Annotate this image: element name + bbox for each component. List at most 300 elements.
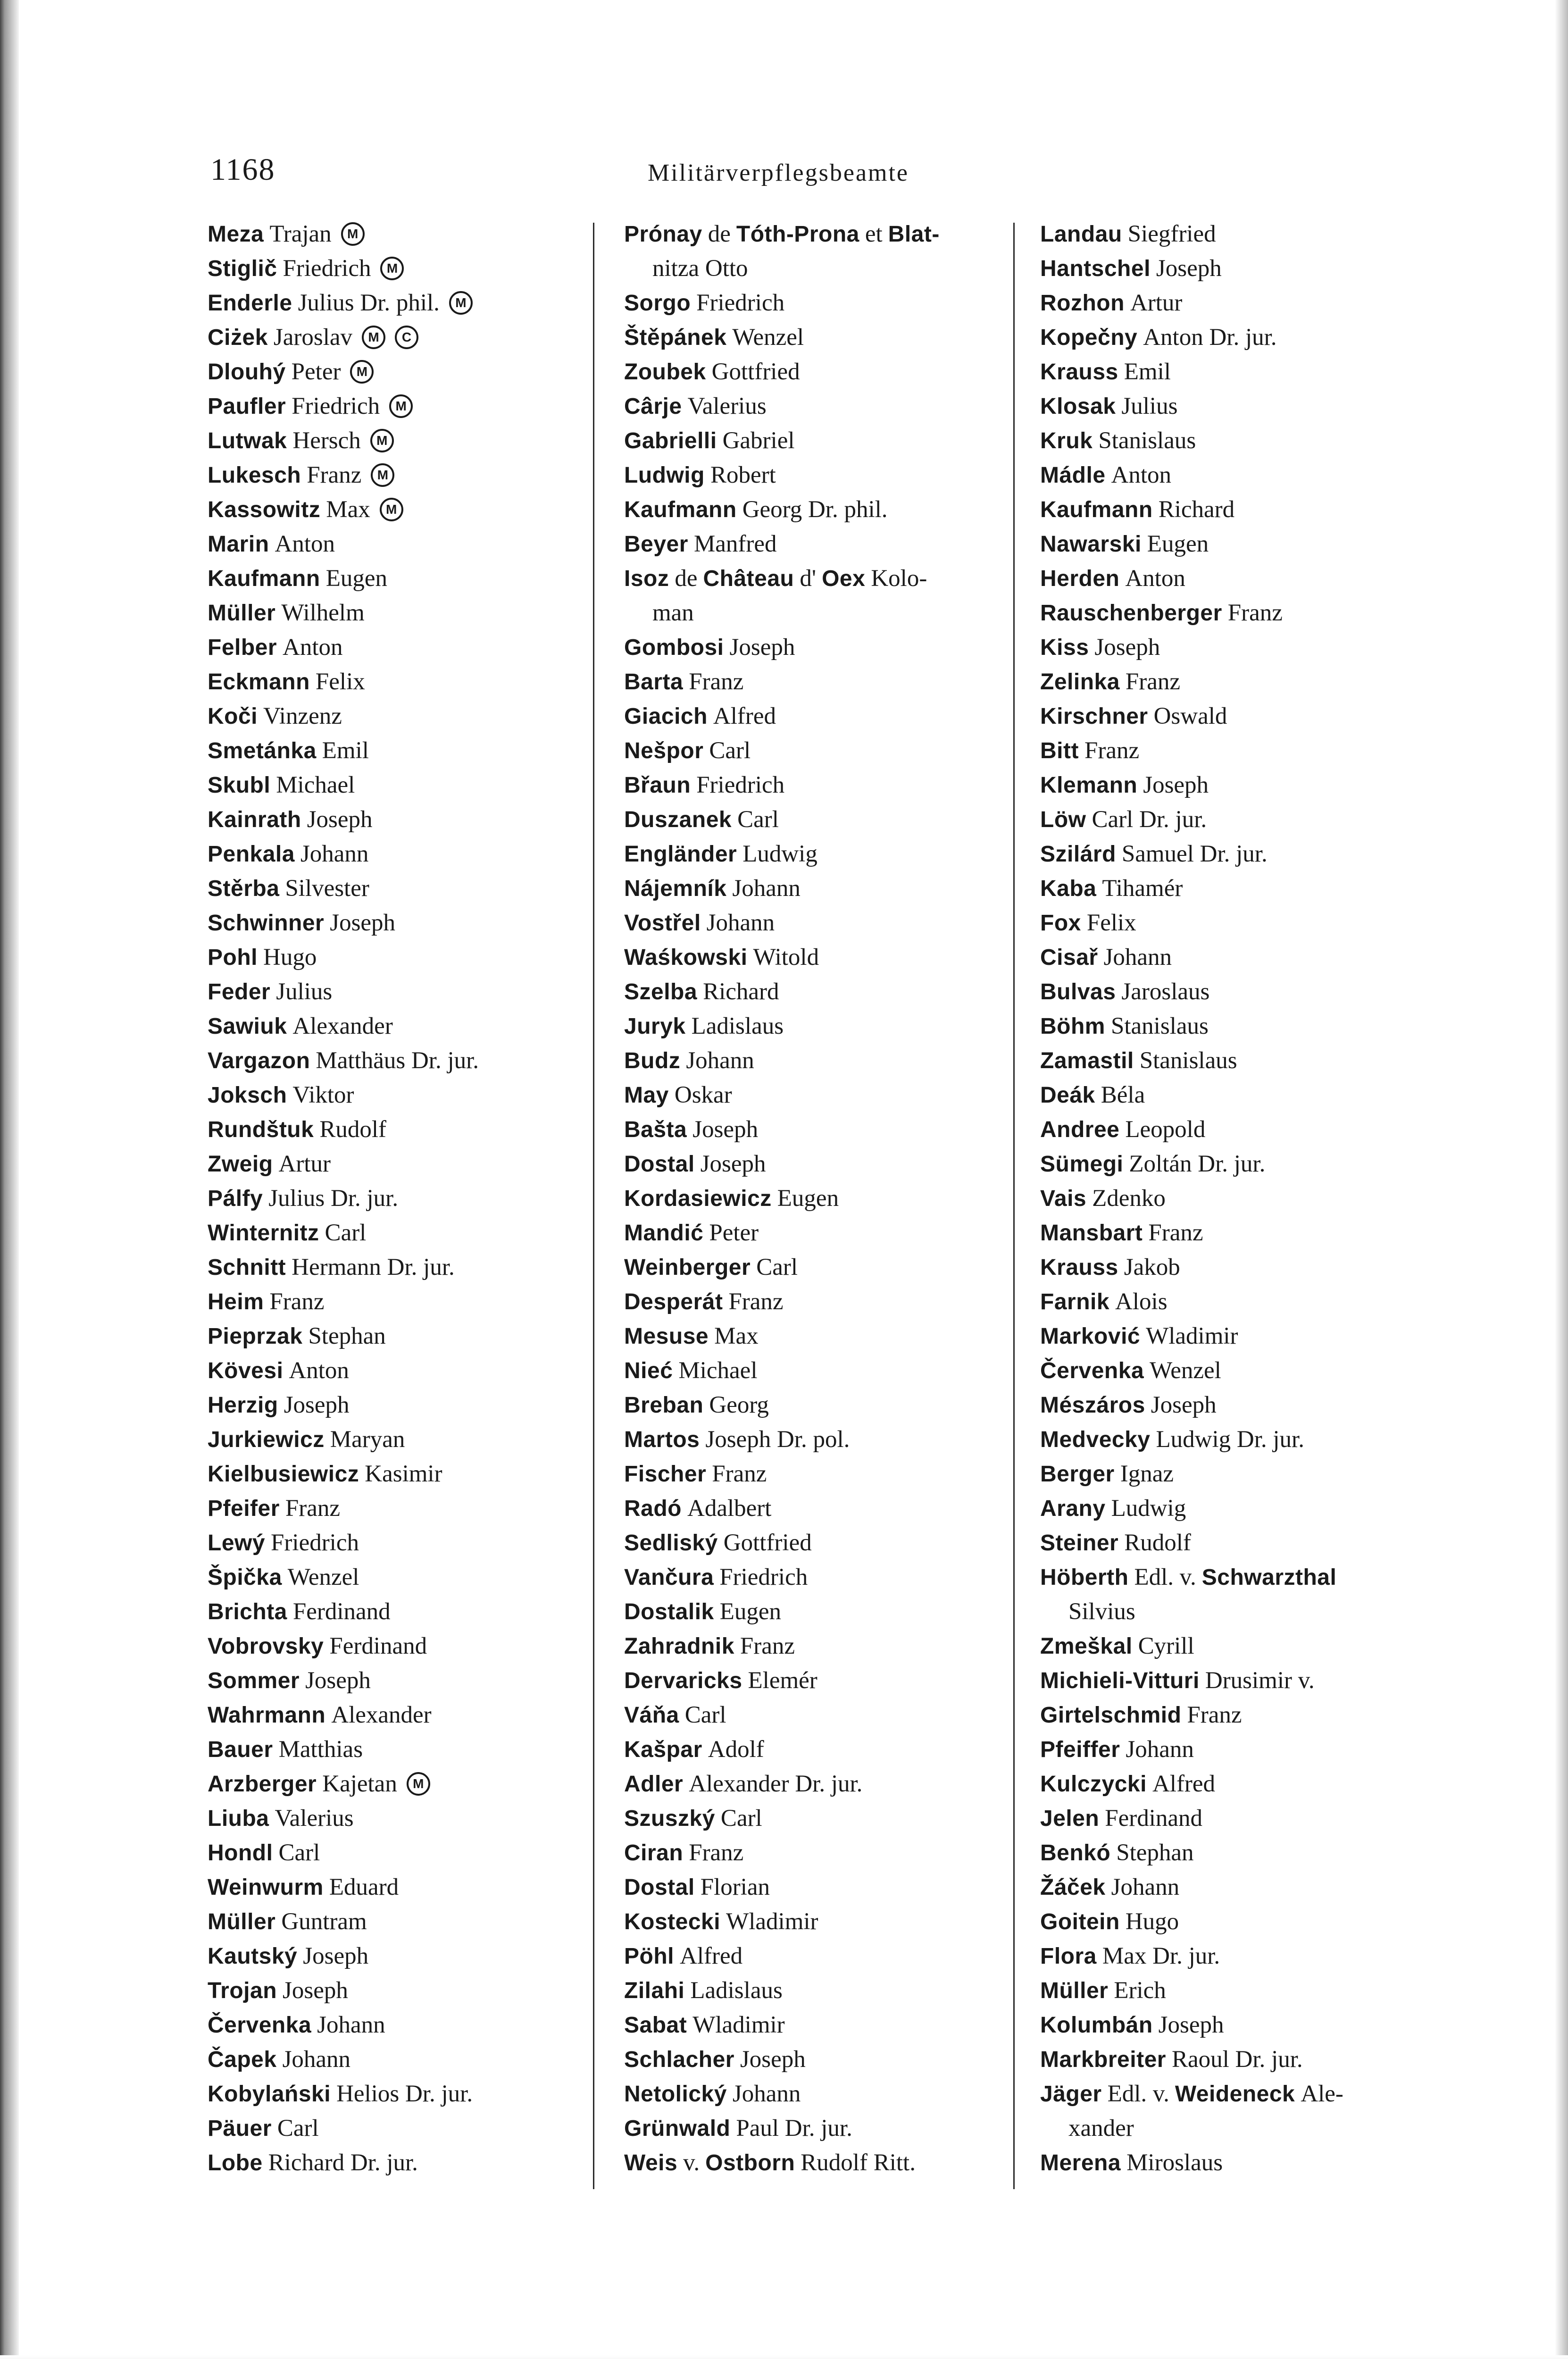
entry-surname: Lewý: [208, 1531, 266, 1556]
name-entry: [208, 1836, 623, 1870]
name-entry: [208, 1457, 623, 1491]
entry-surname: Kostecki: [624, 1909, 721, 1934]
name-entry: [208, 561, 623, 596]
entry-given-names: Erich: [1114, 1977, 1166, 2004]
entry-given-names: Joseph: [1158, 2012, 1224, 2038]
entry-given-names: Felix: [315, 669, 365, 695]
entry-surname: Nešpor: [624, 738, 704, 763]
entry-surname: Zoubek: [624, 360, 706, 385]
entry-surname: Jäger: [1040, 2082, 1102, 2107]
entry-surname: Netolický: [624, 2082, 727, 2107]
entry-given-names: Michael: [678, 1357, 758, 1384]
entry-given-names: Max: [326, 496, 370, 523]
circled-mark-icon: C: [395, 326, 418, 349]
entry-surname: Špička: [208, 1565, 282, 1590]
entry-surname: Sümegi: [1040, 1152, 1124, 1177]
entry-given-names: Franz: [269, 1288, 325, 1315]
name-entry: [624, 1250, 1039, 1285]
name-entry: [208, 665, 623, 699]
name-entry: [1040, 1181, 1455, 1216]
name-entry: [1040, 1664, 1455, 1698]
entry-surname: Farnik: [1040, 1289, 1110, 1314]
entry-given-names: Friedrich: [283, 255, 371, 282]
name-entry: [1040, 1422, 1455, 1457]
entry-surname: Landau: [1040, 222, 1122, 247]
entry-surname: Bašta: [624, 1117, 687, 1142]
entry-surname: Müller: [208, 1909, 276, 1934]
entry-given-names: Joseph: [729, 634, 795, 661]
entry-surname: Sawiuk: [208, 1014, 287, 1039]
name-entry: [208, 527, 623, 561]
name-entry: [208, 2042, 623, 2077]
name-entry: [208, 493, 623, 527]
entry-given-names: Hugo: [263, 944, 317, 970]
entry-surname: Pohl: [208, 945, 258, 970]
entry-surname: Breban: [624, 1393, 704, 1418]
entry-given-names: Richard: [1158, 496, 1235, 523]
entry-surname: Čapek: [208, 2047, 277, 2072]
entry-surname-part: Oex: [822, 566, 866, 591]
name-entry: [1040, 734, 1455, 768]
entry-given-names: Johann: [317, 2012, 385, 2038]
name-entry: [624, 1974, 1039, 2008]
entry-given-names: Jaroslaus: [1121, 979, 1210, 1005]
name-entry: [1040, 1939, 1455, 1974]
entry-given-names: Kajetan: [322, 1771, 397, 1797]
name-entry: [624, 389, 1039, 424]
entry-given-names: Trajan: [269, 221, 332, 247]
entry-given-names: de: [675, 565, 698, 592]
entry-given-names: Eugen: [325, 565, 387, 592]
entry-surname: Stiglič: [208, 256, 277, 281]
name-entry: [1040, 1009, 1455, 1044]
name-entry: [208, 320, 623, 355]
name-entry: [624, 1732, 1039, 1767]
entry-given-names: Franz: [1148, 1220, 1203, 1246]
entry-given-names: Hermann Dr. jur.: [292, 1254, 455, 1280]
entry-surname: Dostal: [624, 1875, 695, 1900]
name-entry: [624, 1870, 1039, 1905]
name-entry: [208, 906, 623, 940]
name-entry: [1040, 1732, 1455, 1767]
entry-surname: Trojan: [208, 1978, 277, 2003]
entry-surname: Pieprzak: [208, 1324, 303, 1349]
name-entry: [1040, 1801, 1455, 1836]
entry-surname: Berger: [1040, 1462, 1115, 1487]
name-column-2: [624, 217, 1039, 2180]
name-entry: [1040, 2077, 1455, 2111]
entry-given-names: Carl: [277, 2115, 319, 2142]
entry-given-names: Hugo: [1125, 1908, 1179, 1935]
entry-given-names: Anton: [289, 1357, 349, 1384]
circled-mark-icon: M: [449, 291, 473, 315]
entry-surname: Benkó: [1040, 1840, 1111, 1865]
name-entry: [208, 1181, 623, 1216]
entry-surname: Klemann: [1040, 773, 1138, 798]
entry-given-names: Joseph: [740, 2046, 806, 2073]
entry-surname: Kielbusiewicz: [208, 1462, 359, 1487]
entry-given-names: Ludwig Dr. jur.: [1156, 1426, 1304, 1453]
entry-given-names: Friedrich: [292, 393, 380, 419]
entry-given-names: Tihamér: [1102, 875, 1183, 902]
entry-surname: Nawarski: [1040, 532, 1142, 557]
name-entry: [1040, 1491, 1455, 1526]
name-entry: [624, 837, 1039, 871]
entry-surname: Cârje: [624, 394, 682, 419]
page-number: 1168: [210, 152, 275, 187]
entry-given-names: Guntram: [281, 1908, 367, 1935]
entry-surname: Radó: [624, 1496, 682, 1521]
name-entry: [1040, 561, 1455, 596]
entry-surname: Zamastil: [1040, 1048, 1134, 1073]
entry-given-names: Johann: [706, 910, 775, 936]
entry-given-names: Michael: [276, 772, 355, 798]
name-entry: [624, 1698, 1039, 1732]
entry-surname: Mesuse: [624, 1324, 709, 1349]
entry-surname: Mádle: [1040, 463, 1106, 488]
entry-surname: Prónay: [624, 222, 702, 247]
entry-surname: Waśkowski: [624, 945, 748, 970]
entry-surname: Kulczycki: [1040, 1772, 1147, 1797]
entry-given-names: Zdenko: [1092, 1185, 1166, 1212]
name-entry: [1040, 665, 1455, 699]
entry-surname: Pöhl: [624, 1944, 674, 1969]
entry-surname: Liuba: [208, 1806, 269, 1831]
entry-surname: Engländer: [624, 842, 737, 867]
name-entry: [624, 1836, 1039, 1870]
entry-surname: Weinberger: [624, 1255, 751, 1280]
entry-surname: Giacich: [624, 704, 708, 729]
name-entry: [208, 1526, 623, 1560]
entry-given-names: Ladislaus: [690, 1977, 783, 2004]
circled-mark-icon: M: [362, 326, 385, 349]
name-entry: [624, 1044, 1039, 1078]
name-entry: [624, 1388, 1039, 1422]
name-entry: [1040, 1526, 1455, 1560]
name-entry: [624, 1526, 1039, 1560]
name-entry: [624, 1905, 1039, 1939]
entry-given-names: Wladimir: [692, 2012, 785, 2038]
name-entry: [208, 837, 623, 871]
entry-given-names: Wladimir: [1146, 1323, 1238, 1349]
name-entry: [1040, 1905, 1455, 1939]
name-entry: [208, 596, 623, 630]
name-entry: [1040, 1354, 1455, 1388]
scan-edge-bottom: [0, 2355, 1568, 2359]
entry-surname: Mandić: [624, 1221, 704, 1246]
entry-surname: Jelen: [1040, 1806, 1100, 1831]
entry-surname: Kaba: [1040, 876, 1097, 901]
entry-surname: Kopečny: [1040, 325, 1138, 350]
name-entry: [208, 1147, 623, 1181]
entry-given-names: Johann: [1126, 1736, 1194, 1763]
name-entry: [208, 1560, 623, 1595]
entry-surname: Kirschner: [1040, 704, 1148, 729]
entry-surname: Herzig: [208, 1393, 278, 1418]
entry-given-names: Wenzel: [732, 324, 804, 351]
name-entry: [624, 940, 1039, 975]
entry-given-names: Johann: [686, 1047, 754, 1074]
entry-surname: Winternitz: [208, 1221, 319, 1246]
circled-mark-icon: M: [370, 429, 394, 452]
entry-given-names: Adalbert: [687, 1495, 772, 1522]
name-entry: [208, 1388, 623, 1422]
entry-given-names: Kasimir: [365, 1461, 442, 1487]
name-entry: [624, 768, 1039, 803]
entry-surname: Penkala: [208, 842, 295, 867]
circled-mark-icon: M: [389, 394, 413, 418]
name-entry: [208, 1939, 623, 1974]
entry-surname: Štěpánek: [624, 325, 727, 350]
entry-surname: Brichta: [208, 1599, 287, 1624]
entry-surname: Sorgo: [624, 291, 691, 316]
entry-surname: Wahrmann: [208, 1703, 326, 1728]
entry-surname: Höberth: [1040, 1565, 1129, 1590]
entry-given-names: Carl: [325, 1220, 367, 1246]
name-entry: [208, 355, 623, 389]
entry-given-names: Julius Dr. phil.: [298, 290, 440, 316]
circled-mark-icon: M: [380, 498, 403, 521]
entry-surname: Gombosi: [624, 635, 724, 660]
name-entry: [208, 734, 623, 768]
entry-given-names: d': [800, 565, 817, 592]
name-entry: [208, 1629, 623, 1664]
entry-surname: Kaufmann: [208, 566, 320, 591]
name-entry: [1040, 320, 1455, 355]
entry-surname: Girtelschmid: [1040, 1703, 1182, 1728]
entry-given-names: Anton: [283, 634, 343, 661]
entry-surname: Nájemník: [624, 876, 727, 901]
name-entry: [208, 1044, 623, 1078]
entry-given-names: Valerius: [687, 393, 767, 419]
entry-given-names: Matthias: [278, 1736, 363, 1763]
name-entry: [208, 871, 623, 906]
entry-given-names: Vinzenz: [263, 703, 342, 729]
entry-given-names: Edl. v.: [1107, 2081, 1169, 2107]
entry-given-names: Joseph: [284, 1392, 350, 1418]
entry-surname: Koči: [208, 704, 258, 729]
name-entry: [1040, 527, 1455, 561]
entry-given-names: Joseph: [283, 1977, 348, 2004]
name-entry: [208, 2111, 623, 2146]
entry-given-names: man: [652, 600, 694, 626]
entry-given-names: Georg Dr. phil.: [742, 496, 888, 523]
name-entry: [208, 389, 623, 424]
name-entry: [624, 1767, 1039, 1801]
entry-surname: Weis: [624, 2150, 678, 2175]
entry-surname: Beyer: [624, 532, 688, 557]
circled-mark-icon: M: [407, 1772, 430, 1796]
name-entry: [1040, 1457, 1455, 1491]
entry-surname: Kiss: [1040, 635, 1089, 660]
name-entry: [1040, 286, 1455, 320]
entry-given-names: Eugen: [1147, 531, 1209, 557]
entry-surname: Lukesch: [208, 463, 301, 488]
entry-surname: Váňa: [624, 1703, 679, 1728]
name-entry: [624, 871, 1039, 906]
entry-given-names: Carl: [684, 1702, 726, 1728]
name-entry: [1040, 424, 1455, 458]
entry-surname: Pfeiffer: [1040, 1737, 1120, 1762]
name-entry: [1040, 1595, 1455, 1629]
entry-surname: Goitein: [1040, 1909, 1120, 1934]
name-entry: [208, 1009, 623, 1044]
entry-given-names: Carl: [756, 1254, 798, 1280]
scan-edge-right: [1555, 0, 1568, 2359]
name-entry: [1040, 1698, 1455, 1732]
entry-given-names: Anton Dr. jur.: [1143, 324, 1277, 351]
name-entry: [624, 1319, 1039, 1354]
entry-surname: Desperát: [624, 1289, 723, 1314]
entry-surname: Arzberger: [208, 1772, 317, 1797]
name-entry: [624, 665, 1039, 699]
name-entry: [208, 1285, 623, 1319]
entry-surname: Vargazon: [208, 1048, 310, 1073]
entry-surname: Dervaricks: [624, 1668, 742, 1693]
entry-given-names: Viktor: [292, 1082, 354, 1108]
entry-given-names: Joseph: [1094, 634, 1160, 661]
entry-surname-part: Blat-: [888, 222, 940, 247]
entry-surname: Mansbart: [1040, 1221, 1143, 1246]
name-entry: [208, 458, 623, 493]
name-entry: [1040, 1767, 1455, 1801]
name-entry: [208, 1698, 623, 1732]
entry-given-names: Artur: [1130, 290, 1183, 316]
entry-surname: Böhm: [1040, 1014, 1105, 1039]
entry-given-names: Friedrich: [696, 772, 785, 798]
entry-surname: Rundštuk: [208, 1117, 314, 1142]
entry-given-names: xander: [1068, 2115, 1134, 2142]
entry-given-names: Alfred: [1152, 1771, 1216, 1797]
name-entry: [1040, 1388, 1455, 1422]
entry-given-names: Franz: [1227, 600, 1283, 626]
entry-surname: Andree: [1040, 1117, 1120, 1142]
entry-surname: Hantschel: [1040, 256, 1151, 281]
entry-given-names: Franz: [689, 669, 744, 695]
entry-given-names: Johann: [300, 841, 369, 867]
name-entry: [1040, 906, 1455, 940]
entry-surname: Grünwald: [624, 2116, 731, 2141]
entry-given-names: Edl. v.: [1134, 1564, 1196, 1590]
entry-surname: Zweig: [208, 1152, 273, 1177]
entry-given-names: Gabriel: [722, 427, 795, 454]
entry-given-names: Oswald: [1153, 703, 1227, 729]
entry-given-names: Silvester: [285, 875, 369, 902]
name-entry: [208, 975, 623, 1009]
entry-surname: Kainrath: [208, 807, 301, 832]
name-entry: [208, 940, 623, 975]
entry-surname: Hondl: [208, 1840, 273, 1865]
entry-given-names: Franz: [712, 1461, 767, 1487]
name-entry: [624, 458, 1039, 493]
name-entry: [1040, 251, 1455, 286]
name-entry: [208, 1595, 623, 1629]
name-entry: [1040, 1250, 1455, 1285]
entry-given-names: Franz: [1187, 1702, 1242, 1728]
entry-given-names: Joseph: [700, 1151, 766, 1177]
entry-given-names: Matthäus Dr. jur.: [316, 1047, 479, 1074]
name-entry: [624, 630, 1039, 665]
name-entry: [624, 1216, 1039, 1250]
entry-given-names: Witold: [753, 944, 819, 970]
entry-given-names: Eugen: [777, 1185, 839, 1212]
entry-surname: Vančura: [624, 1565, 714, 1590]
entry-given-names: Béla: [1101, 1082, 1145, 1108]
entry-given-names: Peter: [709, 1220, 759, 1246]
entry-surname: Löw: [1040, 807, 1086, 832]
entry-surname: Stěrba: [208, 876, 280, 901]
entry-given-names: v.: [683, 2150, 700, 2176]
entry-surname: Kolumbán: [1040, 2013, 1153, 2038]
name-entry: [624, 251, 1039, 286]
name-entry: [624, 1078, 1039, 1113]
name-entry: [624, 355, 1039, 389]
entry-surname: Joksch: [208, 1083, 287, 1108]
entry-given-names: Leopold: [1125, 1116, 1206, 1143]
name-entry: [1040, 803, 1455, 837]
entry-given-names: Franz: [307, 462, 362, 488]
entry-surname: Flora: [1040, 1944, 1097, 1969]
entry-given-names: Joseph Dr. pol.: [705, 1426, 850, 1453]
entry-surname: Žáček: [1040, 1875, 1106, 1900]
name-entry: [624, 1354, 1039, 1388]
entry-surname: Juryk: [624, 1014, 686, 1039]
entry-surname-part: Château: [703, 566, 794, 591]
entry-surname: Mészáros: [1040, 1393, 1145, 1418]
entry-given-names: Joseph: [330, 910, 396, 936]
entry-surname: Schlacher: [624, 2047, 734, 2072]
entry-given-names: Franz: [1125, 669, 1181, 695]
name-entry: [624, 1285, 1039, 1319]
entry-given-names: Zoltán Dr. jur.: [1129, 1151, 1266, 1177]
entry-given-names: Samuel Dr. jur.: [1121, 841, 1268, 867]
name-entry: [624, 906, 1039, 940]
entry-given-names: Stanislaus: [1110, 1013, 1209, 1039]
entry-surname: Vobrovsky: [208, 1634, 324, 1659]
entry-surname: Krauss: [1040, 1255, 1118, 1280]
entry-surname: Bitt: [1040, 738, 1079, 763]
name-entry: [1040, 975, 1455, 1009]
entry-surname: Eckmann: [208, 669, 310, 694]
entry-given-names: Richard Dr. jur.: [268, 2150, 418, 2176]
entry-surname: Müller: [208, 601, 276, 626]
entry-given-names: Friedrich: [696, 290, 785, 316]
entry-given-names: Wenzel: [287, 1564, 359, 1590]
entry-given-names: Ignaz: [1120, 1461, 1174, 1487]
entry-surname: Sedliský: [624, 1531, 718, 1556]
name-entry: [624, 1422, 1039, 1457]
entry-given-names: Miroslaus: [1126, 2150, 1223, 2176]
name-entry: [624, 320, 1039, 355]
entry-surname: Merena: [1040, 2150, 1121, 2175]
entry-given-names: Joseph: [1143, 772, 1209, 798]
entry-surname: Smetánka: [208, 738, 317, 763]
entry-given-names: Carl: [720, 1805, 762, 1832]
name-entry: [1040, 2146, 1455, 2180]
entry-surname: Kautský: [208, 1944, 298, 1969]
entry-given-names: Florian: [700, 1874, 770, 1900]
name-entry: [208, 1250, 623, 1285]
name-entry: [1040, 1974, 1455, 2008]
name-entry: [1040, 1836, 1455, 1870]
entry-given-names: Artur: [278, 1151, 331, 1177]
entry-surname: Zmeškal: [1040, 1634, 1133, 1659]
entry-given-names: Anton: [275, 531, 335, 557]
entry-given-names: Joseph: [1151, 1392, 1217, 1418]
entry-surname: Dostalik: [624, 1599, 714, 1624]
entry-given-names: Eduard: [329, 1874, 399, 1900]
entry-given-names: Gottfried: [723, 1530, 812, 1556]
